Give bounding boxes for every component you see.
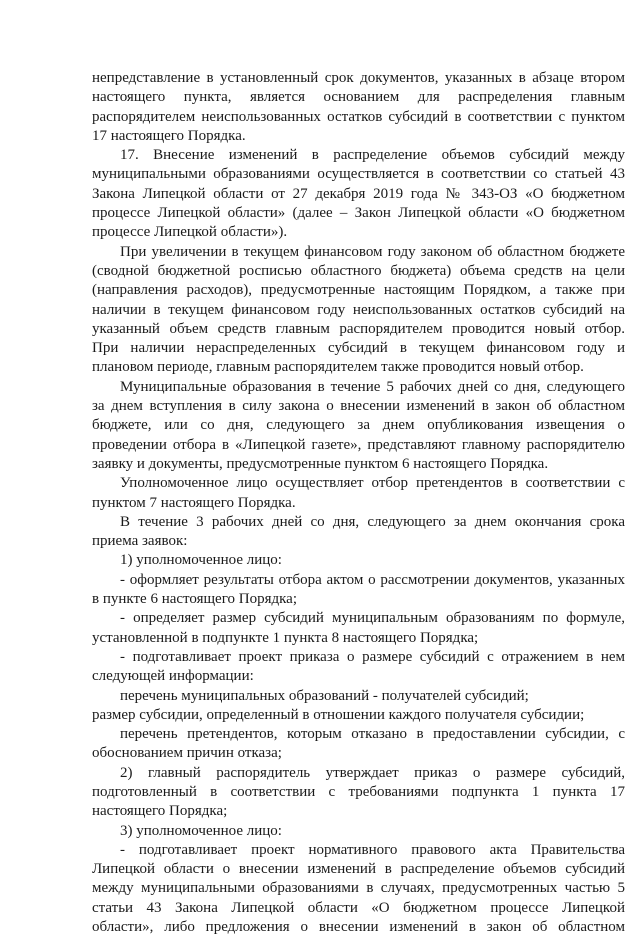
document-line: (сводной бюджетной росписью областного бюджета) объема средств на цели [92, 262, 625, 279]
document-line: В течение 3 рабочих дней со дня, следующего за днем окончания срока [120, 513, 625, 530]
document-line: При увеличении в текущем финансовом году законом об областном бюджете [120, 243, 625, 260]
document-line: проведении отбора в «Липецкой газете», представляют главному распорядителю [92, 436, 625, 453]
document-line: наличии в текущем финансовом году неиспользованных остатков субсидий на [92, 301, 625, 318]
document-line: приема заявок: [92, 533, 188, 550]
document-line: распорядителем неиспользованных остатков субсидий в соответствии с пунктом [92, 108, 625, 125]
document-line: следующей информации: [92, 668, 254, 685]
document-line: между муниципальными образованиями в случаях, предусмотренных частью 5 [92, 880, 625, 897]
document-line: бюджете, или со дня, следующего за днем опубликования извещения о [92, 417, 625, 434]
document-line: Муниципальные образования в течение 5 рабочих дней со дня, следующего [120, 378, 625, 395]
document-line: - определяет размер субсидий муниципальным образованиям по формуле, [120, 610, 625, 627]
document-line: (направления расходов), предусмотренные настоящим Порядком, а также при [92, 282, 625, 299]
document-line: 17 настоящего Порядка. [92, 127, 246, 144]
document-line: 3) уполномоченное лицо: [120, 822, 282, 839]
document-line: статьи 43 Закона Липецкой области «О бюджетном процессе Липецкой [92, 899, 625, 916]
document-line: 2) главный распорядитель утверждает приказ о размере субсидий, [120, 764, 625, 781]
document-line: указанный объем средств главным распорядителем проводится новый отбор. [92, 320, 625, 337]
document-line: При наличии нераспределенных субсидий в текущем финансовом году и [92, 340, 625, 357]
document-line: в пункте 6 настоящего Порядка; [92, 591, 297, 608]
document-line: непредставление в установленный срок документов, указанных в абзаце втором [92, 70, 625, 86]
document-line: подготовленный в соответствии с требованиями подпункта 1 пункта 17 [92, 783, 625, 800]
document-line: установленной в подпункте 1 пункта 8 настоящего Порядка; [92, 629, 479, 646]
document-line: перечень муниципальных образований - получателей субсидий; [120, 687, 529, 704]
document-line: Уполномоченное лицо осуществляет отбор претендентов в соответствии с [120, 475, 625, 492]
document-line: - подготавливает проект приказа о размере субсидий с отражением в нем [120, 648, 625, 665]
document-line: 17. Внесение изменений в распределение объемов субсидий между [120, 147, 625, 164]
document-line: настоящего Порядка; [92, 803, 228, 820]
document-line: Липецкой области о внесении изменений в распределение объемов субсидий [92, 861, 625, 878]
document-line: процессе Липецкой области» (далее – Закон Липецкой области «О бюджетном [92, 205, 625, 222]
document-line: области», либо предложения о внесении изменений в закон об областном [92, 919, 625, 936]
document-line: размер субсидии, определенный в отношении каждого получателя субсидии; [92, 706, 585, 723]
document-line: обоснованием причин отказа; [92, 745, 282, 762]
document-line: - оформляет результаты отбора актом о рассмотрении документов, указанных [120, 571, 625, 588]
document-line: процессе Липецкой области»). [92, 224, 288, 241]
document-line: перечень претендентов, которым отказано в предоставлении субсидии, с [120, 726, 625, 743]
document-line: - подготавливает проект нормативного правового акта Правительства [120, 841, 625, 858]
document-line: настоящего пункта, является основанием для распределения главным [92, 89, 625, 106]
document-line: 1) уполномоченное лицо: [120, 552, 282, 569]
document-line: заявку и документы, предусмотренные пунктом 6 настоящего Порядка. [92, 455, 549, 472]
document-line: за днем вступления в силу закона о внесении изменений в закон об областном [92, 398, 625, 415]
document-line: муниципальными образованиями осуществляется в соответствии со статьей 43 [92, 166, 625, 183]
document-body [92, 69, 625, 937]
document-line: плановом периоде, главным распорядителем также проводится новый отбор. [92, 359, 584, 376]
document-line: Закона Липецкой области от 27 декабря 2019 года № 343-ОЗ «О бюджетном [92, 185, 625, 202]
document-line: пунктом 7 настоящего Порядка. [92, 494, 296, 511]
